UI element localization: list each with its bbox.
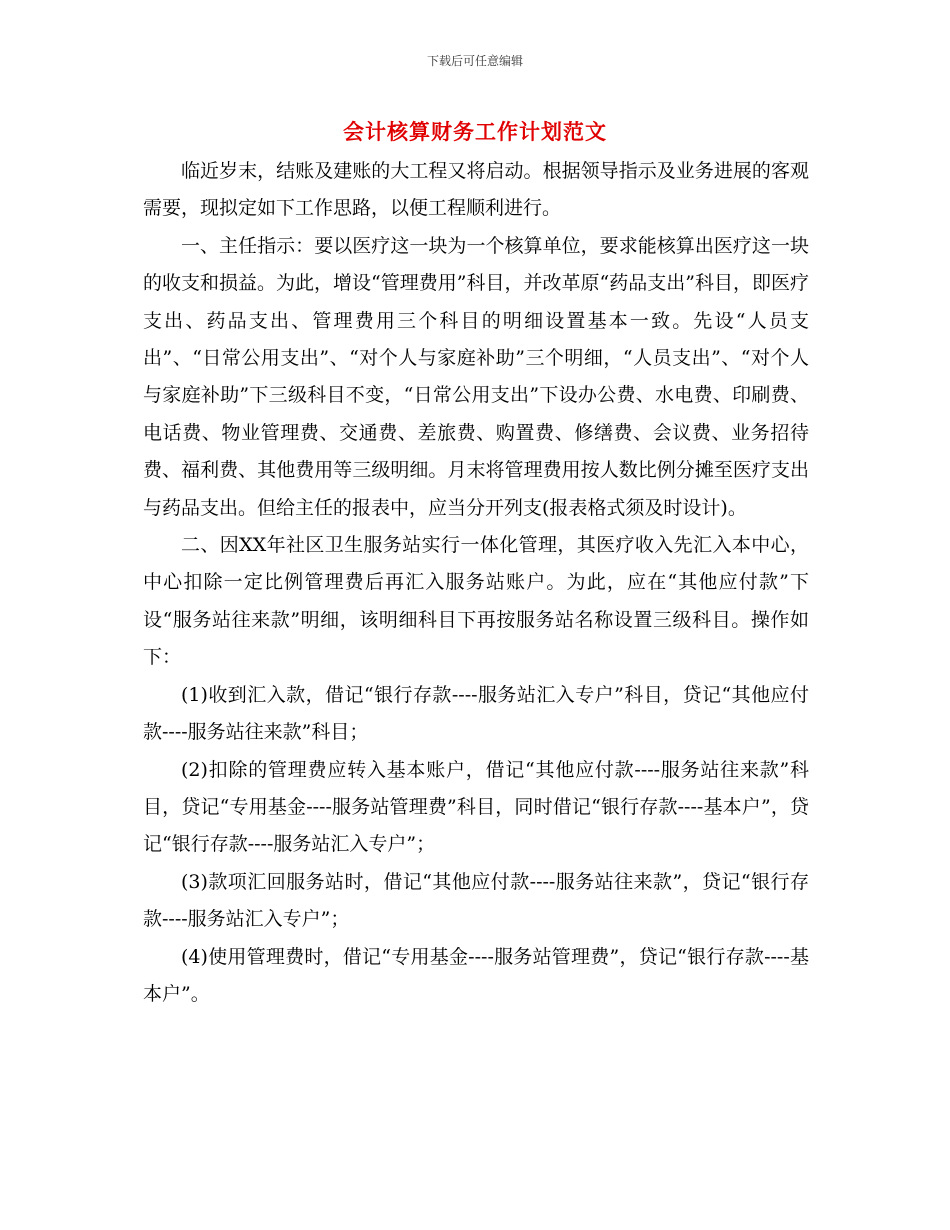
paragraph-section-1: 一、主任指示：要以医疗这一块为一个核算单位，要求能核算出医疗这一块的收支和损益。为此，增设“管理费用”科目，并改革原“药品支出”科目，即医疗支出、药品支出、管理费用三个科目的明细设置基本一致。先设“人员支出”、“日常公用支出”、“对个人与家庭补助”三个明细，“人员支出”、“对个人与家庭补助”下三级科目不变，“日常公用支出”下设办公费、水电费、印刷费、电话费、物业管理费、交通费、差旅费、购置费、修缮费、会议费、业务招待费、福利费、其他费用等三级明细。月末将管理费用按人数比例分摊至医疗支出与药品支出。但给主任的报表中，应当分开列支(报表格式须及时设计)。 (143, 234, 809, 519)
paragraph-step-1: (1)收到汇入款，借记“银行存款----服务站汇入专户”科目，贷记“其他应付款----服务站往来款”科目； (143, 683, 809, 744)
document-body (143, 153, 809, 1013)
paragraph-step-4: (4)使用管理费时，借记“专用基金----服务站管理费”，贷记“银行存款----基本户”。 (143, 945, 809, 1005)
paragraph-section-2: 二、因XX年社区卫生服务站实行一体化管理，其医疗收入先汇入本中心，中心扣除一定比例管理费后再汇入服务站账户。为此，应在“其他应付款”下设“服务站往来款”明细，该明细科目下再按服务站名称设置三级科目。操作如下： (143, 534, 809, 669)
paragraph-intro: 临近岁末，结账及建账的大工程又将启动。根据领导指示及业务进展的客观需要，现拟定如下工作思路，以便工程顺利进行。 (143, 160, 809, 220)
paragraph-step-3: (3)款项汇回服务站时，借记“其他应付款----服务站往来款”，贷记“银行存款----服务站汇入专户”； (143, 870, 809, 931)
header-note: 下载后可任意编辑 (426, 54, 523, 68)
paragraph-step-2: (2)扣除的管理费应转入基本账户，借记“其他应付款----服务站往来款”科目，贷记“专用基金----服务站管理费”科目，同时借记“银行存款----基本户”，贷记“银行存款----服务站汇入专户”； (143, 758, 809, 856)
document-title: 会计核算财务工作计划范文 (343, 119, 607, 144)
